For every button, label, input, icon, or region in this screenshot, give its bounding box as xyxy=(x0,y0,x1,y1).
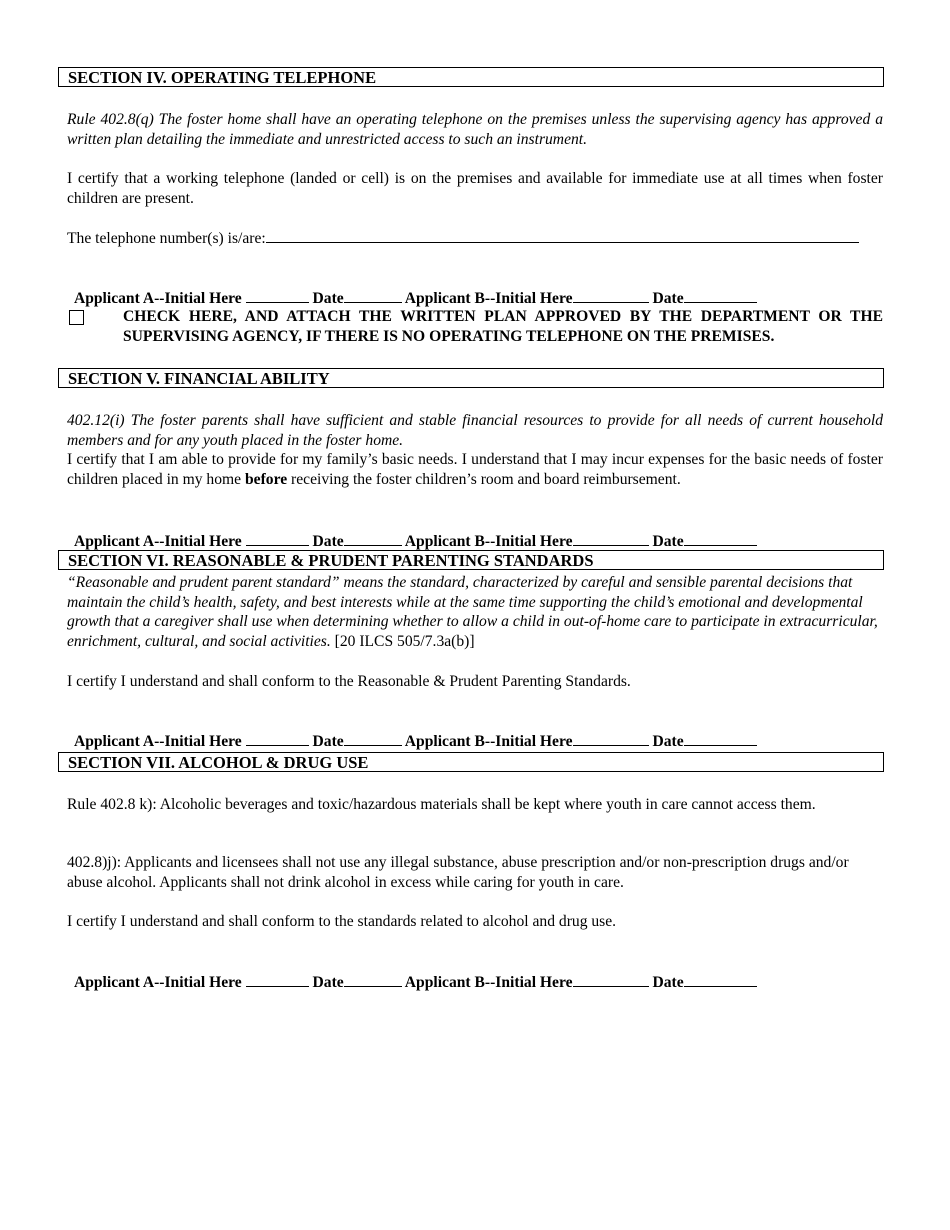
applicant-a-label: Applicant A--Initial Here xyxy=(73,732,242,750)
applicant-a-date-field[interactable] xyxy=(344,288,402,303)
applicant-a-label: Applicant A--Initial Here xyxy=(73,532,242,550)
applicant-b-date-field[interactable] xyxy=(684,531,757,546)
date-label: Date xyxy=(312,532,344,550)
date-label: Date xyxy=(312,973,344,991)
rule-402-8j: 402.8)j): Applicants and licensees shall not use any illegal substance, abuse prescription and/or non-prescription drugs and/or abuse alcohol. Applicants shall not drink alcohol in excess while caring for youth in care. xyxy=(67,854,849,891)
initials-row-section-v xyxy=(67,511,883,551)
rule-402-12i: 402.12(i) The foster parents shall have sufficient and stable financial resources to provide for all needs of current household members and for any youth placed in the foster home. xyxy=(67,412,883,449)
applicant-b-initial-field[interactable] xyxy=(573,288,649,303)
section-vii-heading: SECTION VII. ALCOHOL & DRUG USE xyxy=(58,752,884,772)
no-telephone-checkbox[interactable] xyxy=(69,310,84,325)
date-label: Date xyxy=(652,289,684,307)
financial-certification-text-1: I certify that I am able to provide for my family’s basic needs. I understand that I may incur expenses for the basic needs of foster children placed in my home xyxy=(67,451,883,488)
applicant-a-date-field[interactable] xyxy=(344,731,402,746)
initials-row-section-vi xyxy=(67,711,883,751)
applicant-a-initial-field[interactable] xyxy=(246,731,309,746)
section-vi-heading: SECTION VI. REASONABLE & PRUDENT PARENTING STANDARDS xyxy=(58,550,884,570)
initials-row-section-vii xyxy=(67,952,883,992)
rule-402-8k: Rule 402.8 k): Alcoholic beverages and toxic/hazardous materials shall be kept where youth in care cannot access them. xyxy=(67,796,816,813)
financial-certification-emphasis: before xyxy=(244,470,288,488)
applicant-b-date-field[interactable] xyxy=(684,288,757,303)
applicant-a-initial-field[interactable] xyxy=(246,531,309,546)
applicant-b-date-field[interactable] xyxy=(684,972,757,987)
date-label: Date xyxy=(652,732,684,750)
applicant-b-initial-field[interactable] xyxy=(573,531,649,546)
applicant-a-initial-field[interactable] xyxy=(246,288,309,303)
applicant-b-initial-field[interactable] xyxy=(573,731,649,746)
telephone-certification: I certify that a working telephone (landed or cell) is on the premises and available for immediate use at all times when foster children are present. xyxy=(67,170,883,207)
applicant-a-date-field[interactable] xyxy=(344,972,402,987)
date-label: Date xyxy=(652,532,684,550)
applicant-b-date-field[interactable] xyxy=(684,731,757,746)
applicant-a-label: Applicant A--Initial Here xyxy=(73,289,242,307)
rule-402-8q: Rule 402.8(q) The foster home shall have an operating telephone on the premises unless the supervising agency has approved a written plan detailing the immediate and unrestricted access to such an instrument. xyxy=(67,111,883,148)
parenting-certification: I certify I understand and shall conform to the Reasonable & Prudent Parenting Standards. xyxy=(67,673,631,690)
section-iv-heading: SECTION IV. OPERATING TELEPHONE xyxy=(58,67,884,87)
financial-certification xyxy=(67,450,883,489)
applicant-a-date-field[interactable] xyxy=(344,531,402,546)
date-label: Date xyxy=(312,289,344,307)
date-label: Date xyxy=(312,732,344,750)
applicant-b-label: Applicant B--Initial Here xyxy=(404,732,573,750)
telephone-number-label: The telephone number(s) is/are: xyxy=(67,230,266,247)
financial-certification-text-2: receiving the foster children’s room and board reimbursement. xyxy=(287,470,681,488)
telephone-number-line xyxy=(67,228,879,249)
telephone-number-field[interactable] xyxy=(266,228,859,243)
applicant-b-initial-field[interactable] xyxy=(573,972,649,987)
date-label: Date xyxy=(652,973,684,991)
initials-row-section-iv xyxy=(67,268,883,308)
definition-citation: [20 ILCS 505/7.3a(b)] xyxy=(330,632,475,650)
applicant-a-initial-field[interactable] xyxy=(246,972,309,987)
alcohol-drug-certification: I certify I understand and shall conform to the standards related to alcohol and drug use. xyxy=(67,913,617,930)
section-v-heading: SECTION V. FINANCIAL ABILITY xyxy=(58,368,884,388)
applicant-b-label: Applicant B--Initial Here xyxy=(404,973,573,991)
applicant-b-label: Applicant B--Initial Here xyxy=(404,289,573,307)
no-telephone-checkbox-label: CHECK HERE, AND ATTACH THE WRITTEN PLAN APPROVED BY THE DEPARTMENT OR THE SUPERVISING AGENCY, IF THERE IS NO OPERATING TELEPHONE ON THE PREMISES. xyxy=(123,308,883,345)
applicant-b-label: Applicant B--Initial Here xyxy=(404,532,573,550)
applicant-a-label: Applicant A--Initial Here xyxy=(73,973,242,991)
reasonable-prudent-definition xyxy=(67,573,883,651)
definition-text: “Reasonable and prudent parent standard” means the standard, characterized by careful and sensible parental decisions that maintain the child’s health, safety, and best interests while at the same time supporting the child’s emotional and developmental growth that a caregiver shall use when determining whether to allow a child in out-of-home care to participate in extracurricular, enrichment, cultural, and social activities. xyxy=(67,574,878,650)
